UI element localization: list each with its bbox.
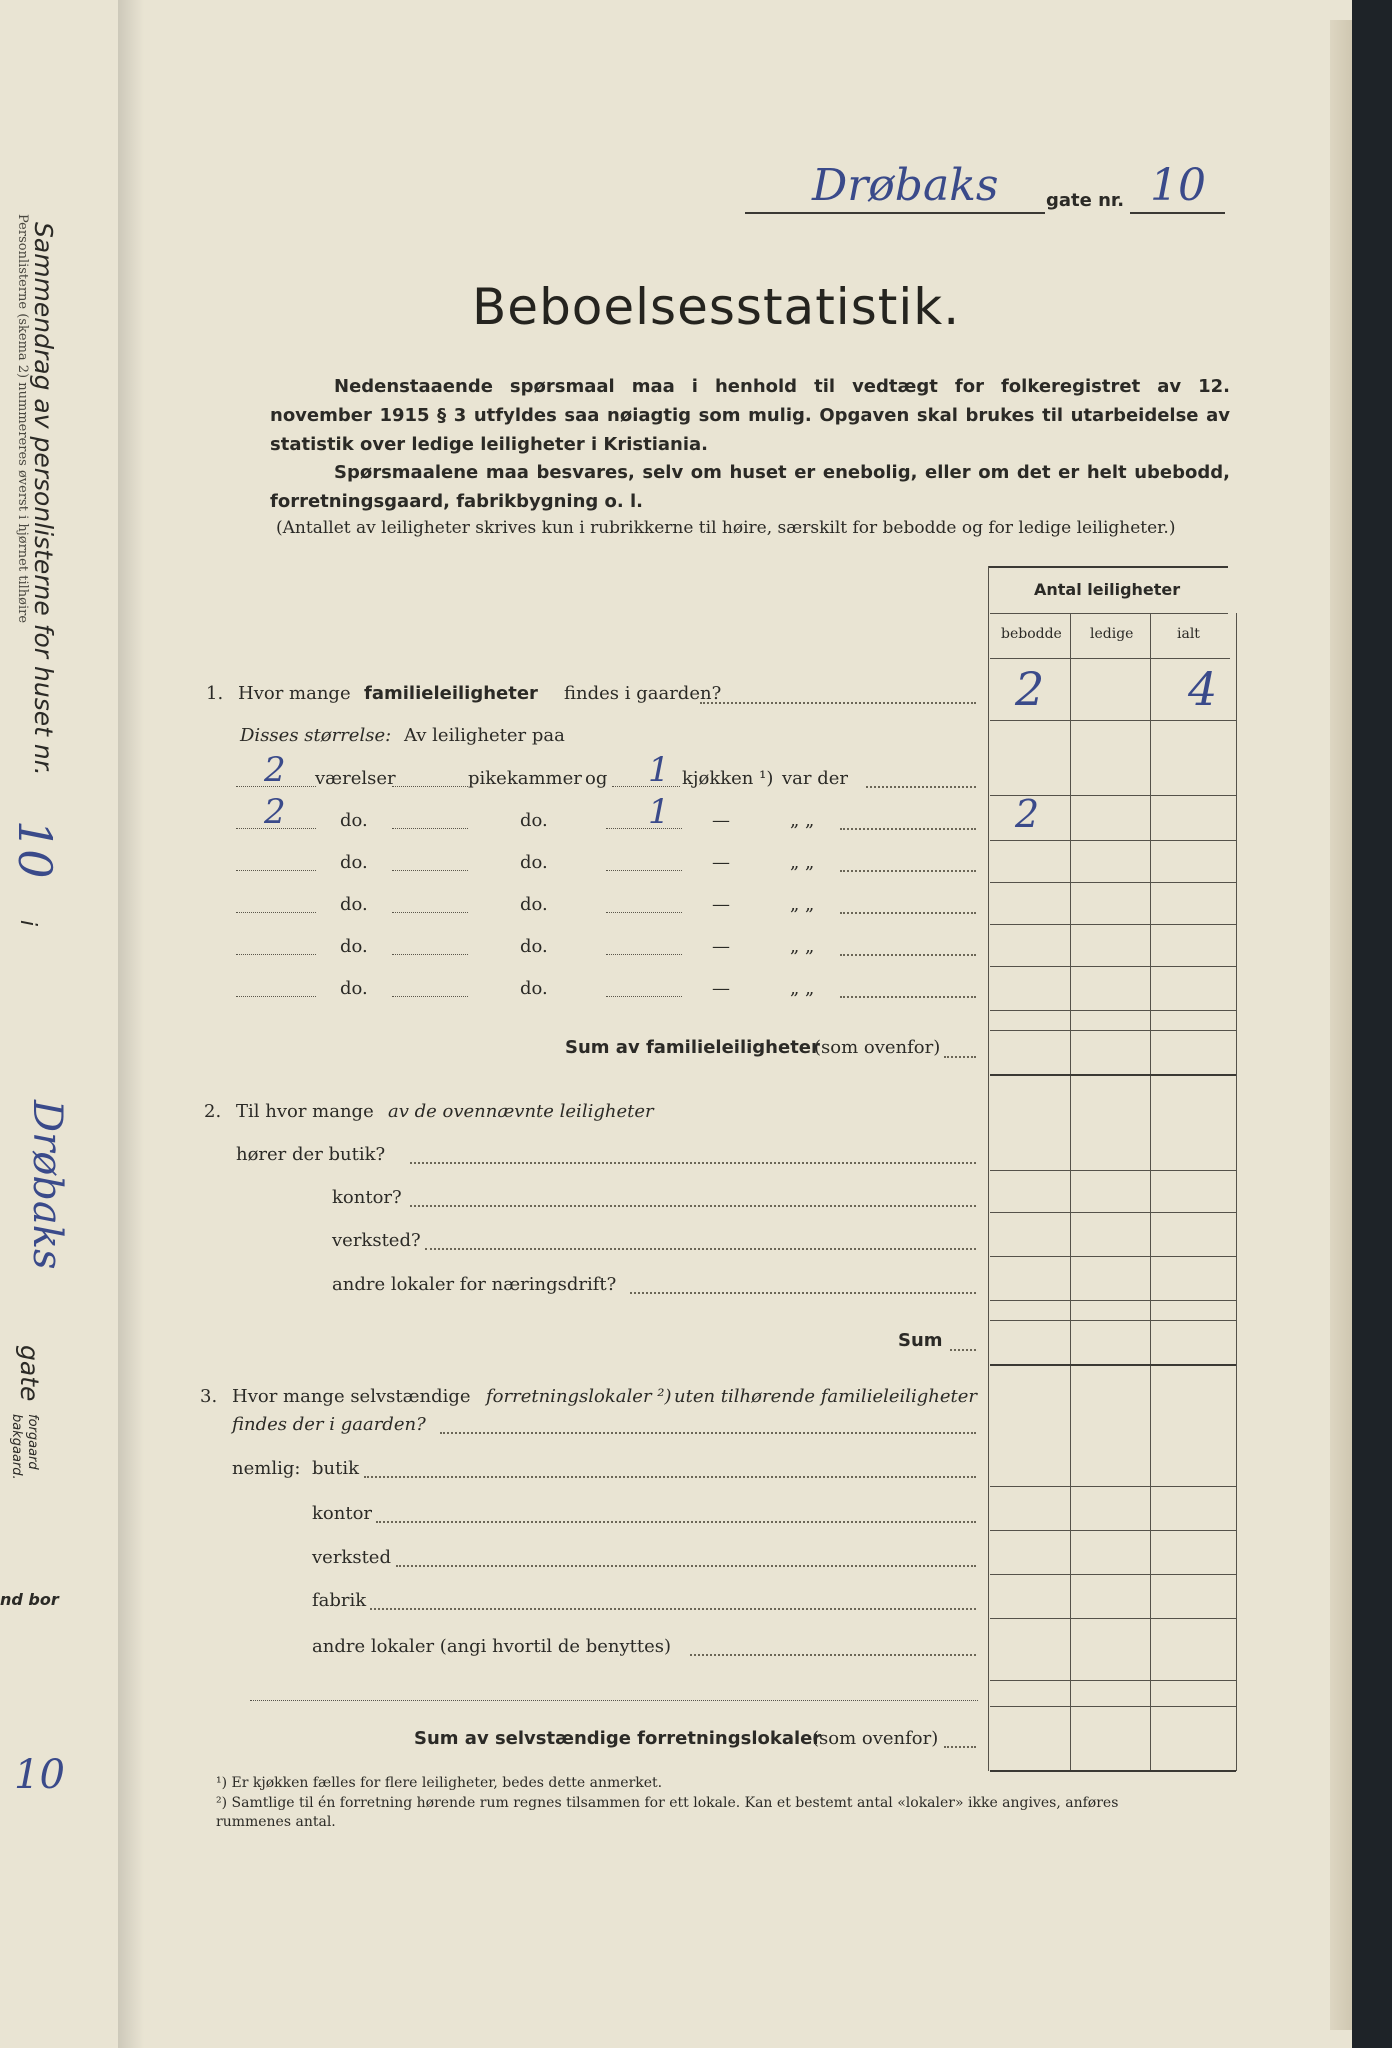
blank-line (236, 954, 316, 955)
row1-var-der: var der (782, 768, 849, 789)
row-rule (990, 840, 1236, 841)
leader-dots (840, 828, 976, 830)
row-rule (990, 1010, 1236, 1011)
leader-dots (944, 1056, 976, 1058)
leader-dots (840, 954, 976, 956)
row-do1: do. (340, 852, 368, 873)
q3-text-italic-3: findes der i gaarden? (232, 1414, 426, 1435)
section-rule (990, 1364, 1236, 1366)
leader-dots (840, 996, 976, 998)
blank-line (236, 912, 316, 913)
table-vline-left (988, 566, 989, 1771)
intro-paragraph-2: Spørsmaalene maa besvares, selv om huset er enebolig, eller om det er helt ubebodd, forretningsgaard, fabrikbygning o. l. (270, 462, 1230, 512)
row-do2: do. (520, 852, 548, 873)
q1-text-c: findes i gaarden? (564, 683, 722, 704)
blank-line (606, 828, 682, 829)
gate-nr-label: gate nr. (1046, 190, 1125, 211)
spine-shadow (118, 0, 144, 2048)
q1-text-a: Hvor mange (238, 683, 351, 704)
q2-text: Til hvor mange (236, 1101, 374, 1122)
row-rule (990, 1320, 1236, 1321)
q2-text-italic: av de ovennævnte leiligheter (388, 1101, 654, 1122)
col-header-bebodde: bebodde (1001, 626, 1062, 642)
table-bottom-rule (990, 1770, 1236, 1772)
sidebar-street: Drøbaks (24, 1100, 70, 1270)
leader-dots (425, 1248, 976, 1250)
blank-line (392, 996, 468, 997)
leader-dots (440, 1432, 976, 1434)
leader-dots (410, 1162, 976, 1164)
blank-line (236, 786, 316, 787)
row2-bebodde-value: 2 (1015, 792, 1040, 836)
q3-sum-bold: Sum av selvstændige forretningslokaler (414, 1728, 822, 1749)
row2-rooms: 2 (264, 792, 286, 832)
q1-sum-rest: (som ovenfor) (814, 1037, 941, 1058)
row1-og: og (585, 768, 608, 789)
blank-line (392, 954, 468, 955)
leader-dots (866, 786, 976, 788)
sidebar-house-nr: 10 (8, 820, 62, 879)
row-dash: — (712, 936, 730, 957)
table-vline-2 (1150, 613, 1151, 1771)
row2-do1: do. (340, 810, 368, 831)
number-line (1130, 212, 1225, 214)
leader-dots (370, 1608, 976, 1610)
leader-dots (944, 1746, 976, 1748)
col-header-ledige: ledige (1090, 626, 1134, 642)
blank-line (606, 996, 682, 997)
sidebar-bottom-number: 10 (14, 1752, 65, 1798)
row-rule (990, 1680, 1236, 1681)
table-top-rule (988, 566, 1228, 568)
row-quote: „ „ (790, 936, 815, 957)
leader-dots (410, 1205, 976, 1207)
sidebar-forgaard: forgaard (25, 1414, 40, 1470)
leader-dots (840, 912, 976, 914)
leader-dots (376, 1521, 976, 1523)
q1-sizes-label: Disses størrelse: (240, 725, 392, 746)
row-rule (990, 1530, 1236, 1531)
leader-dots (950, 1349, 976, 1351)
q3-item-fabrik: fabrik (312, 1590, 367, 1611)
q2-item-kontor: kontor? (332, 1187, 402, 1208)
row1-rooms: 2 (264, 750, 286, 790)
q1-text-b: familieleiligheter (364, 683, 538, 704)
leader-dots (396, 1565, 976, 1567)
row-do1: do. (340, 978, 368, 999)
sidebar-summary-text: Sammendrag av personlisterne for huset nr. (29, 222, 58, 776)
q3-text-italic-2: uten tilhørende familieleiligheter (674, 1386, 978, 1407)
row-rule (990, 1574, 1236, 1575)
row-rule (990, 1706, 1236, 1707)
q3-nemlig: nemlig: (232, 1458, 301, 1479)
section-rule (990, 1074, 1236, 1076)
intro-note: (Antallet av leiligheter skrives kun i rubrikkerne til høire, særskilt for bebodde og for ledige leiligheter.) (276, 518, 1176, 538)
row-rule (990, 1618, 1236, 1619)
row-dash: — (712, 894, 730, 915)
row-rule (990, 1030, 1236, 1031)
blank-line (392, 828, 468, 829)
q2-number: 2. (204, 1101, 222, 1122)
footnote-1: ¹) Er kjøkken fælles for flere leiligheter, bedes dette anmerket. (216, 1775, 663, 1791)
row2-dash: — (712, 810, 730, 831)
row-do1: do. (340, 936, 368, 957)
row-rule (990, 1486, 1236, 1487)
row2-do2: do. (520, 810, 548, 831)
sidebar-bakgaard: bakgaard. (9, 1414, 24, 1480)
page-title: Beboelsesstatistik. (472, 278, 961, 336)
leader-dots (630, 1292, 976, 1294)
row2-kitchens: 1 (648, 792, 670, 832)
row-do2: do. (520, 894, 548, 915)
table-vline-1 (1070, 613, 1071, 1771)
blank-line (236, 828, 316, 829)
leader-dots (690, 1654, 976, 1656)
table-group-header: Antal leiligheter (1034, 580, 1181, 599)
blank-line (606, 912, 682, 913)
q3-text-italic-1: forretningslokaler ²) (486, 1386, 672, 1407)
q3-text-a: Hvor mange selvstændige (232, 1386, 471, 1407)
footnote-2: ²) Samtlige til én forretning hørende rum regnes tilsammen for ett lokale. Kan et bestemt antal «lokaler» ikke angives, anføres rummenes antal. (216, 1795, 1119, 1830)
row-rule (990, 1300, 1236, 1301)
row-do2: do. (520, 936, 548, 957)
leader-dots (840, 870, 976, 872)
blank-line (612, 786, 680, 787)
row-rule (990, 924, 1236, 925)
street-name-handwritten: Drøbaks (812, 160, 999, 211)
row-quote: „ „ (790, 852, 815, 873)
blank-answer-line (250, 1700, 978, 1701)
row-rule (990, 1256, 1236, 1257)
q1-number: 1. (206, 683, 224, 704)
q3-item-kontor: kontor (312, 1503, 373, 1524)
leader-dots (364, 1476, 976, 1478)
row1-vaerelser: værelser (315, 768, 396, 789)
sidebar-gate: gate (15, 1345, 44, 1402)
blank-line (392, 870, 468, 871)
leader-dots (700, 702, 976, 704)
q3-item-verksted: verksted (312, 1547, 391, 1568)
table-subheader-rule (990, 658, 1230, 659)
q3-item-andre: andre lokaler (angi hvortil de benyttes) (312, 1636, 672, 1657)
row2-quote: „ „ (790, 810, 815, 831)
row-rule (990, 966, 1236, 967)
q2-item-verksted: verksted? (332, 1230, 421, 1251)
q1-sum-bold: Sum av familieleiligheter (565, 1037, 820, 1058)
blank-line (236, 996, 316, 997)
table-vline-right (1236, 613, 1237, 1771)
blank-line (392, 786, 468, 787)
q3-number: 3. (200, 1386, 218, 1407)
page-edge (1330, 20, 1352, 2030)
street-number-handwritten: 10 (1150, 160, 1206, 211)
row-rule (990, 1170, 1236, 1171)
q2-sum: Sum (898, 1330, 943, 1351)
blank-line (606, 870, 682, 871)
row-rule (990, 720, 1236, 721)
q3-sum-rest: (som ovenfor) (812, 1728, 939, 1749)
row1-pikekammer: pikekammer (468, 768, 582, 789)
blank-line (392, 912, 468, 913)
row-rule (990, 1212, 1236, 1213)
q1-ialt-value: 4 (1188, 662, 1218, 716)
street-line (745, 212, 1045, 214)
blank-line (606, 954, 682, 955)
row-dash: — (712, 852, 730, 873)
row-dash: — (712, 978, 730, 999)
row-quote: „ „ (790, 978, 815, 999)
q2-item-butik: hører der butik? (236, 1144, 386, 1165)
intro-paragraph-1: Nedenstaaende spørsmaal maa i henhold til vedtægt for folkeregistret av 12. november 1915 § 3 utfyldes saa nøiagtig som mulig. Opgaven skal brukes til utarbeidelse av statistik over ledige leiligheter i Kristiania. (270, 376, 1230, 455)
row-quote: „ „ (790, 894, 815, 915)
col-header-ialt: ialt (1177, 626, 1200, 642)
sidebar-small-text: Personlisterne (skema 2) nummereres øverst i hjørnet tilhøire (15, 214, 30, 624)
q1-sizes-rest: Av leiligheter paa (404, 725, 565, 746)
row1-kitchens: 1 (648, 750, 670, 790)
row-do1: do. (340, 894, 368, 915)
sidebar-nd-bor: nd bor (0, 1590, 59, 1609)
row-rule (990, 882, 1236, 883)
q1-bebodde-value: 2 (1015, 662, 1045, 716)
row1-kjokken: kjøkken ¹) (682, 768, 774, 789)
sidebar-i: i (15, 920, 40, 927)
q3-item-butik: butik (312, 1458, 360, 1479)
row-do2: do. (520, 978, 548, 999)
blank-line (236, 870, 316, 871)
table-header-rule (990, 613, 1228, 614)
q2-item-andre: andre lokaler for næringsdrift? (332, 1274, 617, 1295)
